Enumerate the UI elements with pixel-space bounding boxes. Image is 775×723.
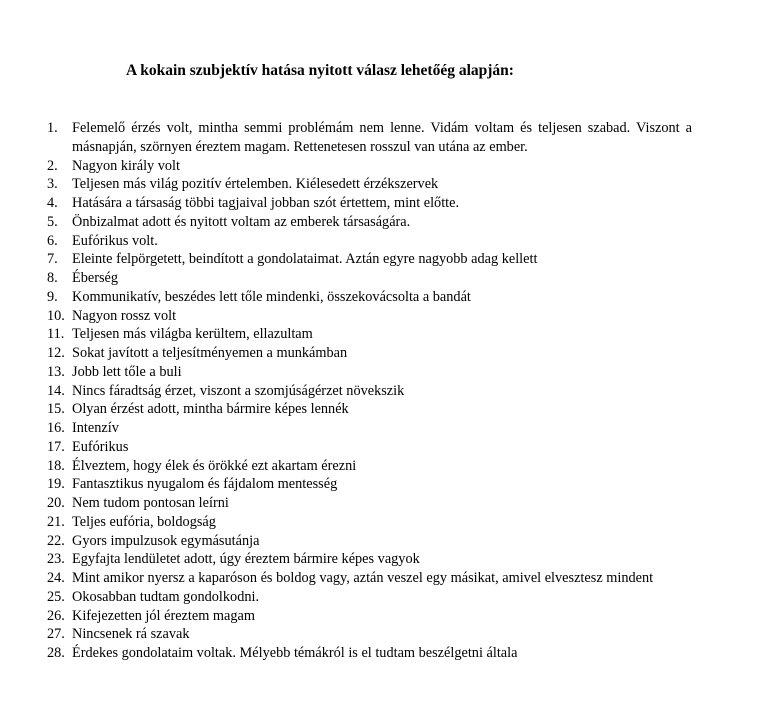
list-item xyxy=(0,457,775,476)
list-item xyxy=(0,550,775,569)
item-number: 22. xyxy=(47,532,65,549)
item-text: Olyan érzést adott, mintha bármire képes lennék xyxy=(72,401,349,418)
item-text: Jobb lett tőle a buli xyxy=(72,363,182,380)
item-number: 6. xyxy=(47,232,58,249)
item-text: Teljesen más világba kerültem, ellazultam xyxy=(72,326,313,343)
list-item xyxy=(0,363,775,382)
item-number: 26. xyxy=(47,607,65,624)
list-item xyxy=(0,625,775,644)
item-number: 24. xyxy=(47,570,65,586)
item-text: Gyors impulzusok egymásutánja xyxy=(72,532,260,549)
item-number: 4. xyxy=(47,195,58,211)
list-item xyxy=(0,569,775,588)
list-item xyxy=(0,250,775,269)
response-list xyxy=(0,119,775,663)
item-number: 1. xyxy=(47,120,58,136)
item-text: Eufórikus xyxy=(72,438,129,455)
item-number: 17. xyxy=(47,438,65,455)
list-item xyxy=(0,419,775,438)
item-text: Felemelő érzés volt, mintha semmi problémám nem lenne. Vidám voltam és teljesen szabad. Viszont a másnapján, szörnyen éreztem magam. Rettenetesen rosszul van utána az ember. xyxy=(72,120,692,155)
item-text: Nagyon király volt xyxy=(72,157,181,174)
item-number: 7. xyxy=(47,251,58,268)
item-number: 2. xyxy=(47,157,58,174)
list-item xyxy=(0,344,775,363)
item-text: Teljesen más világ pozitív értelemben. Kiélesedett érzékszervek xyxy=(72,176,439,193)
list-item xyxy=(0,213,775,232)
page-title: A kokain szubjektív hatása nyitott válasz lehetőég alapján: xyxy=(126,62,514,79)
item-text: Mint amikor nyersz a kaparóson és boldog vagy, aztán veszel egy másikat, amivel elvesztesz mindent xyxy=(72,570,654,586)
item-number: 3. xyxy=(47,176,58,193)
item-text: Kommunikatív, beszédes lett tőle mindenki, összekovácsolta a bandát xyxy=(72,288,471,305)
list-item xyxy=(0,269,775,288)
item-number: 11. xyxy=(47,326,65,343)
list-item xyxy=(0,175,775,194)
item-number: 13. xyxy=(47,363,65,380)
item-number: 28. xyxy=(47,645,65,661)
item-text: Eleinte felpörgetett, beindított a gondolataimat. Aztán egyre nagyobb adag kellett xyxy=(72,251,538,268)
item-number: 27. xyxy=(47,626,65,643)
item-text: Nem tudom pontosan leírni xyxy=(72,495,229,511)
item-text: Érdekes gondolataim voltak. Mélyebb témákról is el tudtam beszélgetni általa xyxy=(72,645,518,661)
list-item xyxy=(0,644,775,663)
list-item xyxy=(0,588,775,607)
item-text: Hatására a társaság többi tagjaival jobban szót értettem, mint előtte. xyxy=(72,195,460,211)
list-item xyxy=(0,400,775,419)
item-number: 12. xyxy=(47,345,65,361)
list-item xyxy=(0,513,775,532)
item-text: Okosabban tudtam gondolkodni. xyxy=(72,588,260,605)
item-text: Intenzív xyxy=(72,420,119,436)
item-text: Nincsenek rá szavak xyxy=(72,626,190,643)
item-text: Nincs fáradtság érzet, viszont a szomjúságérzet növekszik xyxy=(72,382,405,399)
list-item xyxy=(0,325,775,344)
item-number: 16. xyxy=(47,420,65,436)
item-text: Eufórikus volt. xyxy=(72,232,158,249)
list-item xyxy=(0,307,775,326)
item-number: 8. xyxy=(47,270,58,286)
item-number: 14. xyxy=(47,382,65,399)
item-number: 21. xyxy=(47,513,65,530)
item-text: Önbizalmat adott és nyitott voltam az emberek társaságára. xyxy=(72,213,411,230)
list-item xyxy=(0,157,775,176)
list-item xyxy=(0,494,775,513)
item-number: 18. xyxy=(47,457,65,474)
item-text: Teljes eufória, boldogság xyxy=(72,513,216,530)
list-item xyxy=(0,232,775,251)
item-number: 23. xyxy=(47,551,65,568)
item-number: 9. xyxy=(47,288,58,305)
item-number: 15. xyxy=(47,401,65,418)
item-text: Egyfajta lendületet adott, úgy éreztem bármire képes vagyok xyxy=(72,551,420,568)
item-number: 19. xyxy=(47,476,65,493)
item-text: Fantasztikus nyugalom és fájdalom mentesség xyxy=(72,476,338,493)
list-item xyxy=(0,475,775,494)
list-item xyxy=(0,532,775,551)
item-text: Nagyon rossz volt xyxy=(72,307,177,324)
list-item xyxy=(0,194,775,213)
item-text: Sokat javított a teljesítményemen a munkámban xyxy=(72,345,348,361)
list-item xyxy=(0,438,775,457)
list-item xyxy=(0,288,775,307)
item-text: Éberség xyxy=(72,270,119,286)
item-number: 10. xyxy=(47,307,65,324)
list-item xyxy=(0,119,775,157)
item-number: 20. xyxy=(47,495,65,511)
list-item xyxy=(0,382,775,401)
item-number: 5. xyxy=(47,213,58,230)
item-text: Élveztem, hogy élek és örökké ezt akartam érezni xyxy=(72,457,357,474)
item-number: 25. xyxy=(47,588,65,605)
list-item xyxy=(0,607,775,626)
item-text: Kifejezetten jól éreztem magam xyxy=(72,607,255,624)
